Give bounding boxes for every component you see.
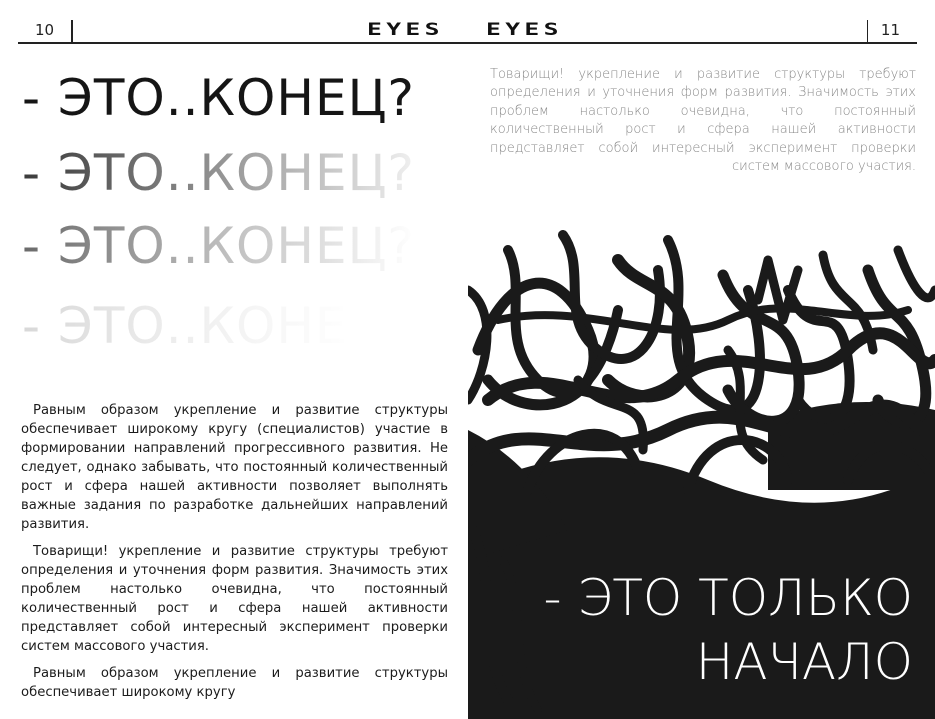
header-divider-right	[867, 20, 869, 43]
image-caption-line-1: - ЭТО ТОЛЬКО	[543, 569, 913, 627]
body-paragraph-2: Товарищи! укрепление и развитие структуры требуют определения и уточнения форм развития. Значимость этих проблем настолько очевидна, что постоянный количественный рост и сфера нашей активности представляет собой интересный эксперимент проверки систем массового участия.	[21, 544, 448, 654]
right-column-paragraph: Товарищи! укрепление и развитие структуры требуют определения и уточнения форм развития. Значимость этих проблем настолько очевидна, что постоянный количественный рост и сфера нашей активности представляет собой интересный эксперимент проверки систем массового участия.	[490, 67, 916, 175]
page-number-left: 10	[35, 21, 55, 39]
image-caption-line-2: НАЧАЛО	[695, 633, 913, 691]
headline-line-2-faded: - ЭТО..КОНЕЦ?	[22, 144, 415, 202]
headline-line-1: - ЭТО..КОНЕЦ?	[22, 69, 415, 127]
logo-right: EYES	[486, 20, 563, 40]
page-number-right: 11	[880, 21, 900, 39]
header-divider-left	[71, 20, 73, 43]
body-paragraph-1: Равным образом укрепление и развитие структуры обеспечивает широкому кругу (специалистов) участие в формировании направлений прогрессивного развития. Не следует, однако забывать, что постоянный количественный рост и сфера нашей активности позволяет выполнять важные задания по разработке дальнейших направлений развития.	[21, 403, 448, 532]
headline-line-4-faded: - ЭТО..КОНЕЦ?	[22, 297, 415, 355]
body-paragraph-3: Равным образом укрепление и развитие структуры обеспечивает широкому кругу	[21, 666, 448, 700]
scribble-illustration	[468, 230, 935, 719]
headline-line-3-faded: - ЭТО..КОНЕЦ?	[22, 217, 415, 275]
logo-left: EYES	[367, 20, 444, 40]
header-rule	[18, 42, 917, 44]
left-column-body	[21, 401, 448, 710]
